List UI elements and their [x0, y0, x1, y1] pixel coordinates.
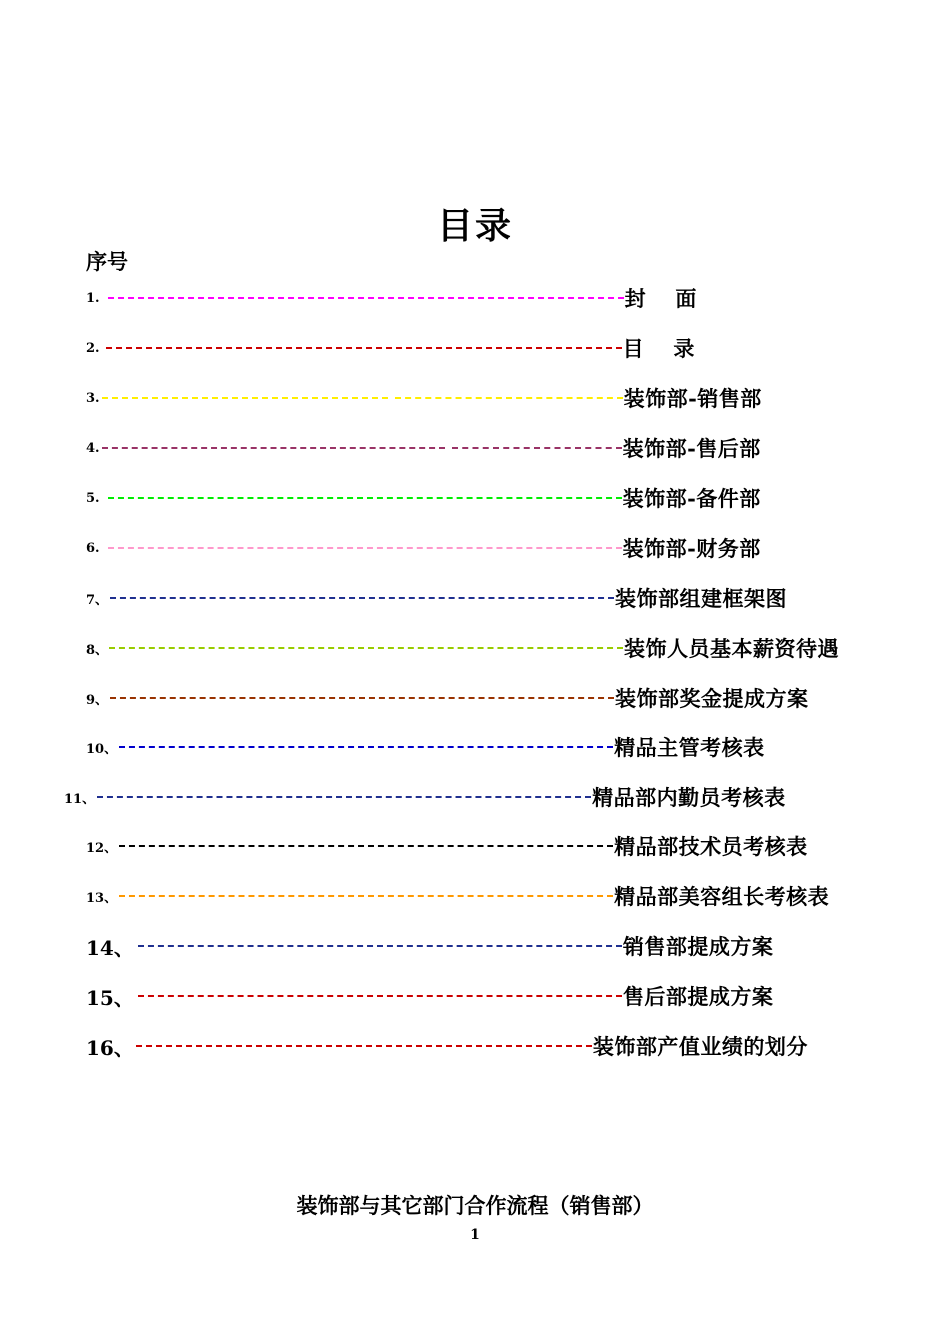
toc-leader-line: [102, 447, 445, 449]
toc-entry-number: 10、: [86, 741, 118, 757]
toc-leader-line: [108, 547, 622, 549]
toc-leader-line: [136, 1045, 592, 1047]
toc-entry-number: 14、: [86, 935, 134, 960]
toc-entry-number: 12、: [86, 840, 118, 856]
page-title: 目录: [436, 205, 513, 247]
toc-leader-line: [102, 397, 388, 399]
toc-leader-line: [97, 796, 591, 798]
toc-entry[interactable]: [86, 333, 695, 363]
toc-entry[interactable]: [86, 533, 761, 563]
toc-entry[interactable]: [86, 633, 839, 663]
toc-leader-line: [110, 697, 614, 699]
toc-entry-label: 装饰部-售后部: [622, 436, 761, 461]
toc-leader-line: [108, 297, 624, 299]
section-heading: 装饰部与其它部门合作流程（销售部）: [296, 1193, 654, 1218]
toc-entry[interactable]: [86, 433, 761, 463]
toc-leader-line: [119, 895, 613, 897]
toc-leader-line: [109, 647, 623, 649]
toc-entry[interactable]: [86, 881, 829, 911]
toc-entry[interactable]: [86, 732, 765, 762]
toc-entry-label: 装饰部产值业绩的划分: [592, 1034, 808, 1059]
toc-leader-line: [106, 347, 622, 349]
toc-leader-line: [119, 845, 613, 847]
toc-entry-number: 6.: [86, 540, 100, 556]
toc-entry-number: 4.: [86, 440, 100, 456]
toc-entry-label: 销售部提成方案: [622, 934, 774, 959]
toc-entry[interactable]: [86, 981, 773, 1011]
toc-entry-number: 16、: [86, 1035, 134, 1060]
toc-entry-number: 5.: [86, 490, 100, 506]
toc-entry-label: 装饰部-销售部: [623, 386, 762, 411]
sequence-header: 序号: [86, 249, 128, 274]
toc-entry-number: 15、: [86, 985, 134, 1010]
toc-leader-line: [395, 397, 623, 399]
toc-entry[interactable]: [64, 782, 786, 812]
toc-entry[interactable]: [86, 583, 787, 613]
toc-entry-label: 目 录: [622, 336, 695, 361]
toc-entry-number: 13、: [86, 890, 118, 906]
toc-entry-number: 7、: [86, 592, 109, 608]
toc-entry-label: 装饰部-财务部: [622, 536, 761, 561]
toc-entry-label: 精品部技术员考核表: [614, 834, 808, 859]
toc-entry-number: 1.: [86, 290, 100, 306]
toc-entry-label: 装饰部奖金提成方案: [615, 686, 809, 711]
toc-entry-number: 2.: [86, 340, 100, 356]
toc-entry-number: 3.: [86, 390, 100, 406]
toc-entry[interactable]: [86, 1031, 808, 1061]
toc-leader-line: [138, 995, 622, 997]
toc-entry-label: 封 面: [624, 286, 697, 311]
toc-entry-label: 精品主管考核表: [614, 735, 765, 760]
toc-entry[interactable]: [86, 683, 809, 713]
toc-entry[interactable]: [86, 383, 762, 413]
page-number: 1: [470, 1227, 480, 1243]
toc-entry-number: 9、: [86, 692, 109, 708]
toc-leader-line: [108, 497, 622, 499]
toc-entry-number: 8、: [86, 642, 109, 658]
toc-entry[interactable]: [86, 831, 808, 861]
toc-leader-line: [110, 597, 614, 599]
toc-entry-label: 装饰部-备件部: [622, 486, 761, 511]
toc-leader-line: [452, 447, 622, 449]
toc-entry-label: 装饰人员基本薪资待遇: [624, 636, 840, 661]
toc-entry-number: 11、: [64, 791, 96, 807]
toc-leader-line: [138, 945, 622, 947]
toc-entry[interactable]: [86, 483, 761, 513]
toc-leader-line: [119, 746, 613, 748]
toc-entry[interactable]: [86, 931, 773, 961]
toc-entry[interactable]: [86, 283, 697, 313]
toc-entry-label: 售后部提成方案: [622, 984, 774, 1009]
toc-entry-label: 装饰部组建框架图: [615, 586, 788, 611]
toc-entry-label: 精品部美容组长考核表: [614, 884, 830, 909]
toc-entry-label: 精品部内勤员考核表: [592, 785, 786, 810]
